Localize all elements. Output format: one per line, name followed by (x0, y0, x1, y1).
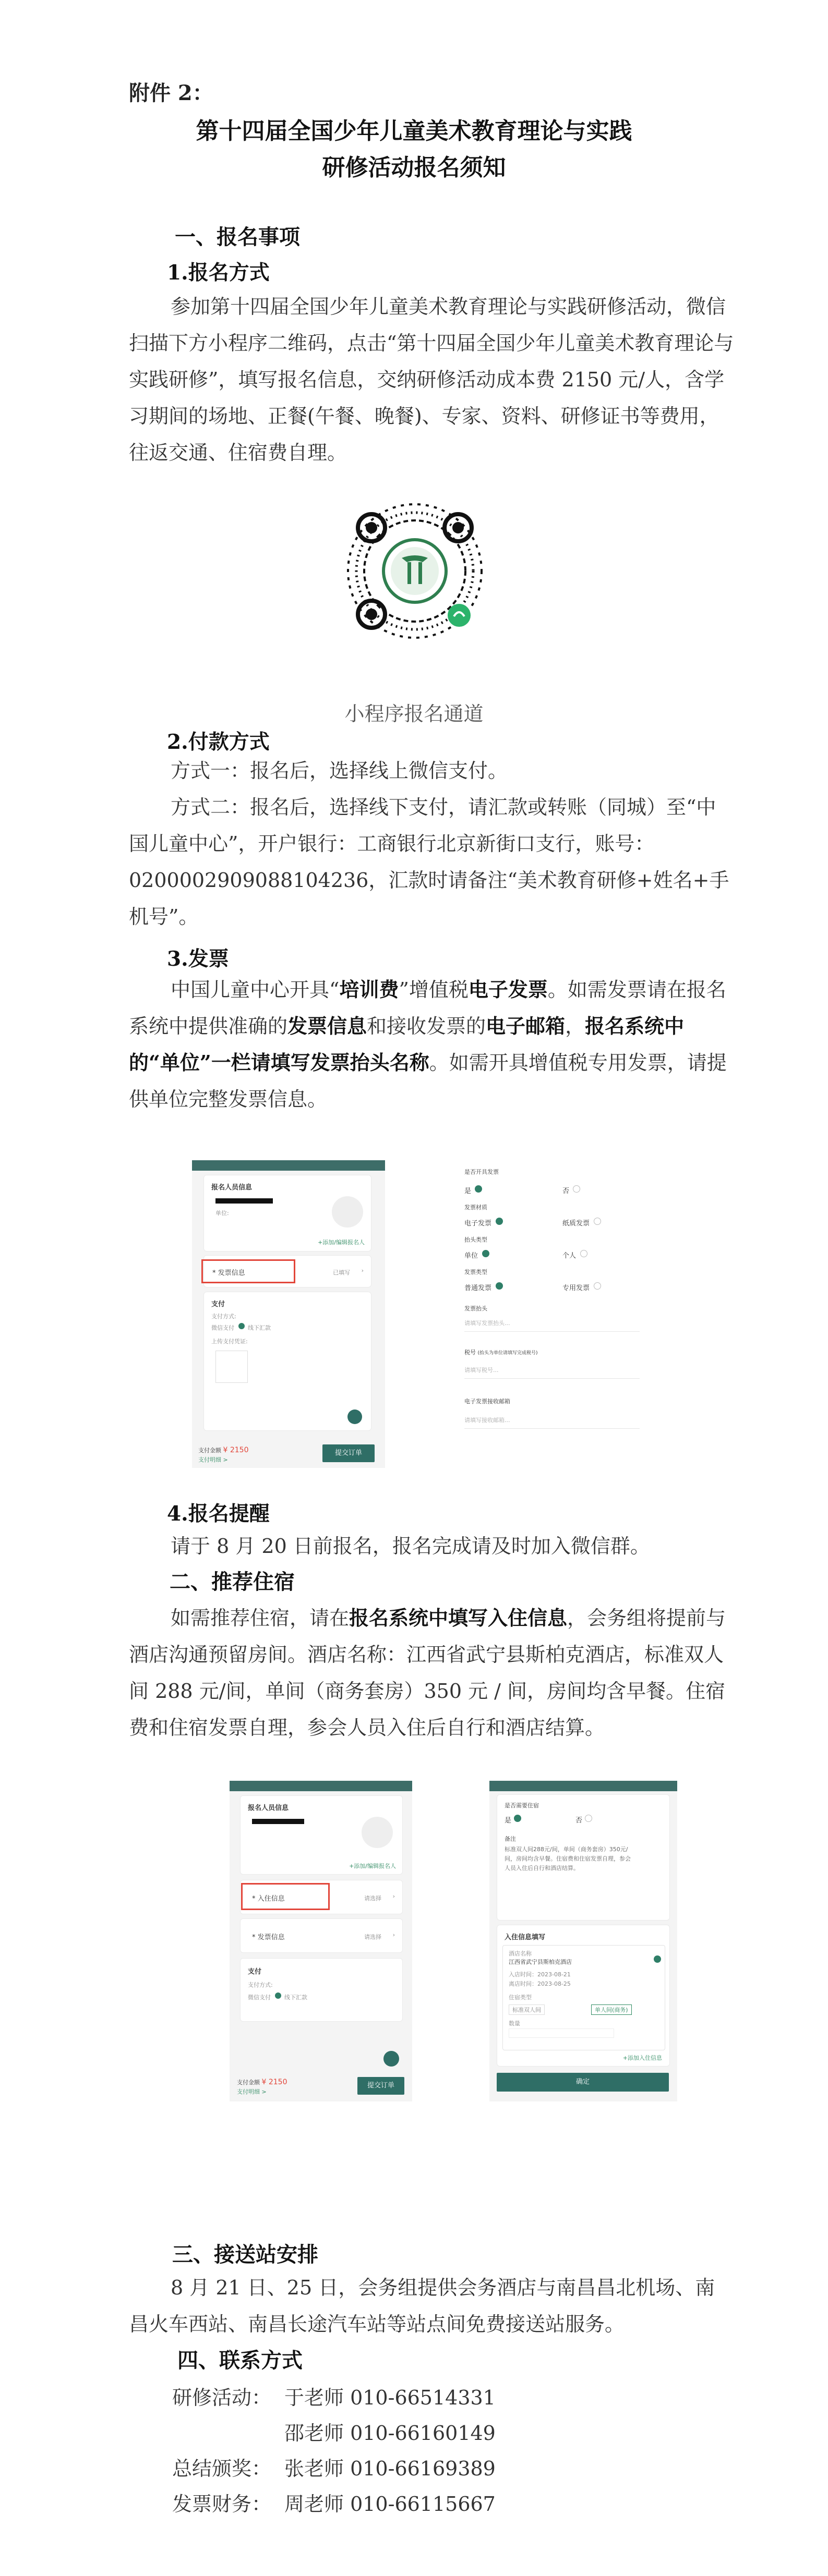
room-type-label: 住宿类型 (509, 1994, 532, 2001)
email-label: 电子发票接收邮箱 (464, 1398, 510, 1405)
contact-value-2: 邵老师 010-66160149 (284, 2422, 496, 2445)
pay-detail-link[interactable]: 支付明细 > (198, 1456, 228, 1463)
invoice-info-row[interactable]: * 发票信息 (252, 1934, 285, 1941)
qr-caption: 小程序报名通道 (344, 702, 484, 725)
invoice-text: 中国儿童中心开具“培训费”增值税电子发票。如需发票请在报名系统中提供准确的发票信息和接收发票的电子邮箱，报名系统中的“单位”一栏请填写发票抬头名称。如需开具增值税专用发票，请提供单位完整发票信息。 (129, 978, 727, 1111)
count-label: 数量 (509, 2020, 520, 2027)
registration-form-screenshot (192, 1160, 385, 1468)
stay-yes[interactable]: 是 (505, 1817, 512, 1825)
unit-label: 单位: (215, 1210, 229, 1217)
hotel-label: 酒店名称 (509, 1950, 532, 1957)
material-label: 发票材质 (464, 1204, 487, 1211)
personal-option[interactable]: 个人 (562, 1252, 577, 1260)
avatar (332, 1196, 363, 1228)
choose-invoice: 请选择 (364, 1934, 381, 1940)
wechat-option[interactable]: 微信支付 (211, 1325, 234, 1331)
note-text: 标准双人间288元/间，单间（商务套房）350元/间，房间均含早餐。住宿费和住宿发票自理，参会人员入住后自行和酒店结算。 (505, 1846, 631, 1872)
help-icon[interactable] (347, 1409, 362, 1424)
special-radio-icon[interactable] (594, 1282, 601, 1290)
offline-option[interactable]: 线下汇款 (248, 1325, 271, 1331)
issue-invoice-q: 是否开具发票 (464, 1169, 499, 1175)
personal-radio-icon[interactable] (580, 1250, 587, 1257)
contact-label-3: 总结颁奖： (172, 2457, 272, 2480)
tax-label: 税号 (抬头为单位请填写完成税号) (464, 1349, 538, 1356)
amount-label: 支付金额 ¥ 2150 (237, 2078, 287, 2086)
registration-reminder: 请于 8 月 20 日前报名，报名完成请及时加入微信群。 (171, 1535, 650, 1558)
section3-heading: 三、接送站安排 (172, 2242, 318, 2267)
contact-value-1: 于老师 010-66514331 (284, 2386, 496, 2409)
shuttle-text: 8 月 21 日、25 日，会务组提供会务酒店与南昌昌北机场、南昌火车西站、南昌长途汽车站等站点间免费接送站服务。 (129, 2276, 715, 2336)
sub4-heading: 4.报名提醒 (167, 1502, 270, 1526)
registration-method-text: 参加第十四届全国少年儿童美术教育理论与实践研修活动，微信扫描下方小程序二维码，点击“第十四届全国少年儿童美术教育理论与实践研修”，填写报名信息，交纳研修活动成本费 2150 元/人，含学习期间的场地、正餐(午餐、晚餐)、专家、资料、研修证书等费用，往返交通、住宿费自理。 (129, 295, 734, 464)
reg-info-title: 报名人员信息 (211, 1184, 253, 1192)
stay-registration-screenshot (230, 1781, 412, 2101)
confirm-button[interactable]: 确定 (497, 2073, 669, 2092)
paper-radio-icon[interactable] (594, 1218, 601, 1225)
paper-option[interactable]: 纸质发票 (562, 1220, 590, 1228)
amount-label: 支付金额 ¥ 2150 (198, 1446, 249, 1454)
no-radio-icon[interactable] (573, 1185, 580, 1193)
electronic-check-icon[interactable] (496, 1218, 503, 1225)
filled-status: 已填写 (333, 1269, 350, 1276)
sub2-heading: 2.付款方式 (167, 730, 270, 754)
yes-check-icon[interactable] (475, 1185, 482, 1193)
qr-code-graphic (344, 501, 485, 641)
pay-title: 支付 (211, 1301, 225, 1308)
issue-no[interactable]: 否 (562, 1187, 570, 1195)
payment-method-1: 方式一：报名后，选择线上微信支付。 (171, 759, 508, 782)
highlight-box (241, 1883, 330, 1910)
pay-detail-link[interactable]: 支付明细 > (237, 2088, 267, 2095)
chevron-right-icon: › (392, 1893, 395, 1900)
contact-label-4: 发票财务： (172, 2493, 272, 2516)
add-registrant-link[interactable]: +添加/编辑报名人 (349, 1863, 396, 1869)
issue-yes[interactable]: 是 (464, 1187, 472, 1195)
pay-method-label: 支付方式: (211, 1313, 236, 1320)
payment-method-2: 方式二：报名后，选择线下支付，请汇款或转账（同城）至“中国儿童中心”，开户银行：工商银行北京新街口支行，账号：0200002909088104236，汇款时请备注“美术教育研修+姓名+手机号”。 (129, 796, 729, 928)
no-radio-icon[interactable] (585, 1815, 592, 1822)
add-stay-link[interactable]: +添加入住信息 (622, 2055, 662, 2061)
page-title-line2: 研修活动报名须知 (322, 154, 506, 181)
normal-option[interactable]: 普通发票 (464, 1284, 492, 1292)
yes-check-icon[interactable] (514, 1815, 521, 1822)
wechat-check-icon[interactable] (275, 1992, 281, 1999)
submit-order-button[interactable]: 提交订单 (357, 2077, 404, 2095)
header-input[interactable]: 请填写发票抬头... (464, 1320, 510, 1327)
hotel-name: 江西省武宁县斯柏克酒店 (509, 1959, 572, 1965)
pay-title: 支付 (248, 1968, 262, 1976)
offline-option[interactable]: 线下汇款 (284, 1994, 307, 2001)
contact-value-4: 周老师 010-66115667 (284, 2493, 496, 2516)
contact-value-3: 张老师 010-66169389 (284, 2457, 496, 2480)
submit-order-button[interactable]: 提交订单 (322, 1444, 375, 1462)
chevron-right-icon: › (392, 1931, 395, 1938)
upload-box[interactable] (215, 1351, 248, 1383)
header-label: 发票抬头 (464, 1305, 487, 1312)
invoice-info-row[interactable]: * 发票信息 (212, 1269, 245, 1277)
stay-info-row[interactable]: * 入住信息 (252, 1895, 285, 1903)
count-stepper[interactable] (509, 2028, 614, 2038)
special-option[interactable]: 专用发票 (562, 1284, 590, 1292)
redacted-name (215, 1198, 273, 1204)
unit-check-icon[interactable] (482, 1250, 489, 1257)
qr-code[interactable] (344, 501, 485, 641)
note-title: 备注 (505, 1836, 516, 1842)
checkin-label: 入店时间：2023-08-21 (509, 1971, 571, 1978)
contact-label-1: 研修活动： (172, 2386, 272, 2409)
title-type-label: 抬头类型 (464, 1236, 487, 1243)
sub3-heading: 3.发票 (167, 947, 229, 971)
normal-check-icon[interactable] (496, 1282, 503, 1290)
wechat-check-icon[interactable] (238, 1323, 245, 1329)
invoice-form-screenshot (453, 1160, 651, 1468)
choose-stay: 请选择 (364, 1895, 381, 1902)
add-registrant-link[interactable]: +添加/编辑报名人 (318, 1239, 365, 1246)
single-option[interactable]: 单人间(商务) (591, 2004, 632, 2015)
page-title-line1: 第十四届全国少年儿童美术教育理论与实践 (196, 118, 632, 144)
email-input[interactable]: 请填写接收邮箱... (464, 1417, 510, 1424)
unit-option[interactable]: 单位 (464, 1252, 478, 1260)
fill-title: 入住信息填写 (505, 1934, 546, 1941)
invoice-type-label: 发票类型 (464, 1269, 487, 1275)
need-stay-q: 是否需要住宿 (505, 1802, 539, 1809)
tax-input[interactable]: 请填写税号... (464, 1367, 499, 1374)
reg-info-title: 报名人员信息 (248, 1804, 289, 1812)
attachment-label: 附件 2： (129, 81, 213, 105)
upload-label: 上传支付凭证: (211, 1338, 248, 1345)
wechat-option[interactable]: 微信支付 (248, 1994, 271, 2001)
chevron-right-icon: › (361, 1267, 364, 1274)
section2-heading: 二、推荐住宿 (170, 1570, 295, 1594)
redacted-name (252, 1819, 304, 1824)
sub1-heading: 1.报名方式 (167, 261, 270, 285)
section1-heading: 一、报名事项 (175, 225, 300, 249)
hotel-check-icon[interactable] (654, 1955, 661, 1963)
section4-heading: 四、联系方式 (177, 2348, 303, 2373)
double-option[interactable]: 标准双人间 (509, 2004, 545, 2015)
accommodation-text: 如需推荐住宿，请在报名系统中填写入住信息，会务组将提前与酒店沟通预留房间。酒店名称：江西省武宁县斯柏克酒店，标准双人间 288 元/间，单间（商务套房）350 元 / 间，房间均含早餐。住宿费和住宿发票自理，参会人员入住后自行和酒店结算。 (129, 1606, 726, 1739)
pay-method-label: 支付方式: (248, 1982, 273, 1988)
avatar (362, 1817, 393, 1848)
stay-no[interactable]: 否 (575, 1817, 583, 1825)
help-icon[interactable] (383, 2051, 399, 2067)
checkout-label: 离店时间：2023-08-25 (509, 1980, 571, 1987)
highlight-box (201, 1259, 295, 1283)
electronic-option[interactable]: 电子发票 (464, 1220, 492, 1228)
stay-info-screenshot (489, 1781, 677, 2101)
